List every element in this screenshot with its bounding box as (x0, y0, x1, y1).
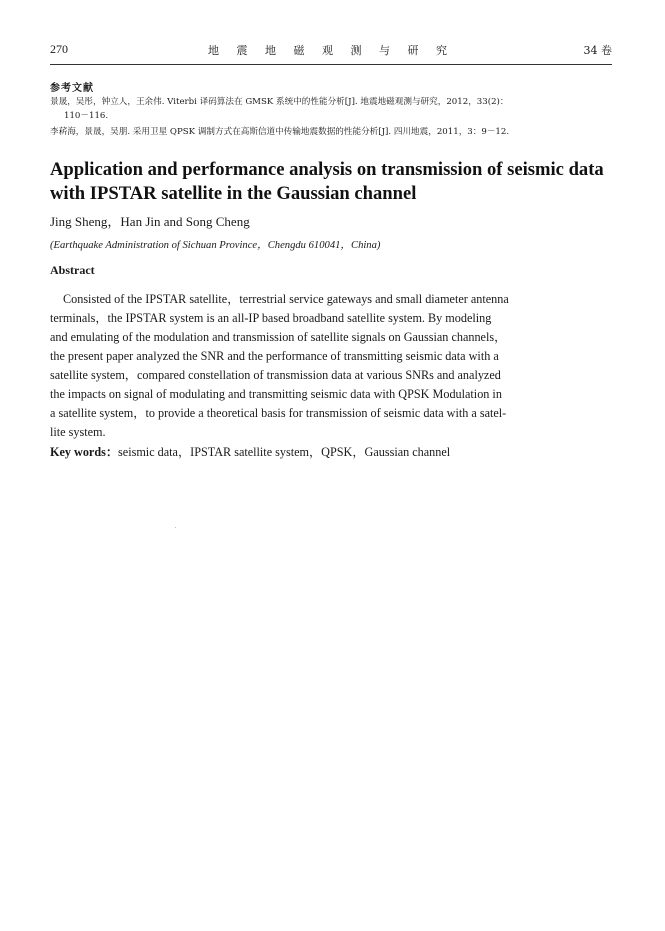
keywords-label: Key words： (50, 445, 119, 459)
page-number: 270 (50, 42, 68, 56)
abstract-line: lite system. (50, 425, 106, 439)
abstract-heading: Abstract (50, 263, 95, 277)
paper-title (50, 158, 616, 206)
title-line: Application and performance analysis on transmission of seismic data (50, 159, 604, 180)
reference-item (50, 125, 614, 139)
journal-name: 地 震 地 磁 观 测 与 研 究 (208, 44, 454, 57)
abstract-body (50, 290, 614, 442)
reference-item (50, 95, 614, 123)
running-header (50, 42, 612, 60)
scan-speck (175, 527, 176, 528)
authors: Jing Sheng，Han Jin and Song Cheng (50, 214, 250, 229)
abstract-line: the impacts on signal of modulating and transmitting seismic data with QPSK Modulation in (50, 387, 502, 401)
header-rule (50, 64, 612, 65)
abstract-line: a satellite system，to provide a theoretical basis for transmission of seismic data with a satel- (50, 406, 507, 420)
abstract-line: and emulating of the modulation and transmission of satellite signals on Gaussian channels， (50, 330, 507, 344)
affiliation: (Earthquake Administration of Sichuan Province，Chengdu 610041，China) (50, 240, 381, 251)
keywords (50, 443, 450, 460)
abstract-line: the present paper analyzed the SNR and the performance of transmitting seismic data with a (50, 349, 499, 363)
references-heading: 参考文献 (50, 83, 94, 94)
keywords-text: seismic data，IPSTAR satellite system，QPSK，Gaussian channel (118, 445, 451, 459)
reference-line: 李菥海，景晟，吴朋. 采用卫星 QPSK 调制方式在高斯信道中传输地震数据的性能分析[J]. 四川地震，2011，3：9－12. (50, 127, 510, 137)
abstract-line: satellite system，compared constellation of transmission data at various SNRs and analyzed (50, 368, 501, 382)
title-line: with IPSTAR satellite in the Gaussian channel (50, 183, 417, 204)
reference-line: 景晟，吴彤，钟立人，王余伟. Viterbi 译码算法在 GMSK 系统中的性能分析[J]. 地震地磁观测与研究，2012，33(2)： (50, 97, 509, 107)
abstract-line: Consisted of the IPSTAR satellite，terrestrial service gateways and small diameter antenna (63, 292, 509, 306)
volume-label: 34 卷 (583, 44, 612, 57)
reference-line-continued: 110－116. (64, 111, 109, 121)
abstract-line: terminals，the IPSTAR system is an all-IP based broadband satellite system. By modeling (50, 311, 492, 325)
